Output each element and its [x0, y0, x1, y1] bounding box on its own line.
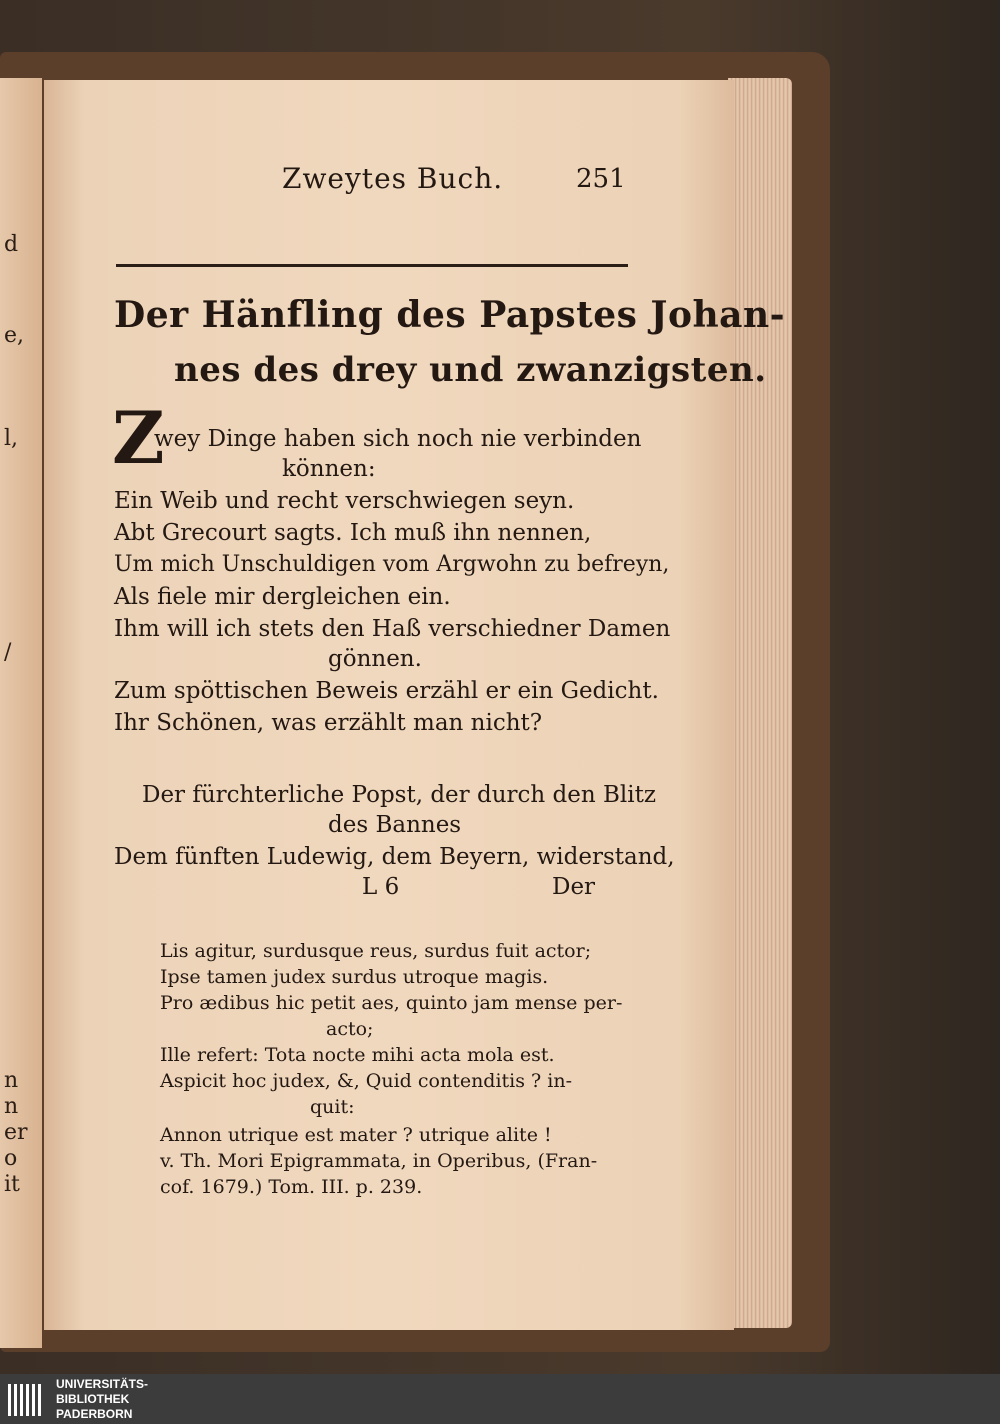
- poem-line: wey Dinge haben sich noch nie verbinden: [154, 426, 642, 452]
- poem-line: können:: [282, 456, 376, 482]
- left-fragment: er: [4, 1120, 28, 1145]
- left-fragment: o: [4, 1146, 18, 1171]
- left-fragment: /: [4, 640, 12, 665]
- footnote-line: Ipse tamen judex surdus utroque magis.: [160, 966, 549, 988]
- drop-cap: Z: [112, 395, 165, 480]
- library-name: [56, 1377, 148, 1422]
- poem-line: Dem fünften Ludewig, dem Beyern, widerstand,: [114, 844, 675, 870]
- poem-line: Der fürchterliche Popst, der durch den Blitz: [142, 782, 656, 808]
- footnote-line: quit:: [310, 1096, 355, 1118]
- left-fragment: it: [4, 1172, 20, 1197]
- library-logo-icon: [6, 1380, 46, 1420]
- header-rule: [116, 264, 628, 267]
- poem-line: des Bannes: [328, 812, 462, 838]
- left-fragment: d: [4, 232, 19, 257]
- library-name-line: BIBLIOTHEK: [56, 1392, 130, 1406]
- poem-line: Ihr Schönen, was erzählt man nicht?: [114, 710, 543, 736]
- left-fragment: l,: [4, 426, 19, 451]
- left-page-edge: [0, 78, 42, 1348]
- left-fragment: n: [4, 1094, 19, 1119]
- page-fore-edge: [728, 78, 792, 1328]
- book-page: [44, 80, 786, 1330]
- library-name-line: PADERBORN: [56, 1407, 133, 1421]
- left-fragment: n: [4, 1068, 19, 1093]
- library-footer: [0, 1374, 1000, 1424]
- chapter-title-line-2: nes des drey und zwanzigsten.: [174, 350, 767, 390]
- library-name-line: UNIVERSITÄTS-: [56, 1377, 149, 1391]
- poem-line: Als fiele mir dergleichen ein.: [114, 584, 451, 610]
- poem-line: Ein Weib und recht verschwiegen seyn.: [114, 488, 575, 514]
- poem-line: Ihm will ich stets den Haß verschiedner Damen: [114, 616, 671, 642]
- page-number: 251: [576, 164, 626, 194]
- footnote-line: Ille refert: Tota nocte mihi acta mola est.: [160, 1044, 555, 1066]
- footnote-line: acto;: [326, 1018, 374, 1040]
- running-title: Zweytes Buch.: [282, 162, 504, 195]
- footnote-line: Lis agitur, surdusque reus, surdus fuit actor;: [160, 940, 592, 962]
- footnote-line: Aspicit hoc judex, &, Quid contenditis ? in-: [160, 1070, 573, 1092]
- footnote-line: Pro ædibus hic petit aes, quinto jam mense per-: [160, 992, 623, 1014]
- signature-mark: L 6: [362, 874, 400, 900]
- footnote-line: v. Th. Mori Epigrammata, in Operibus, (Fran-: [160, 1150, 598, 1172]
- footnote-line: Annon utrique est mater ? utrique alite !: [160, 1124, 552, 1146]
- poem-line: Abt Grecourt sagts. Ich muß ihn nennen,: [114, 520, 592, 546]
- catchword: Der: [552, 874, 596, 900]
- poem-line: gönnen.: [328, 646, 422, 672]
- poem-line: Zum spöttischen Beweis erzähl er ein Gedicht.: [114, 678, 659, 704]
- left-fragment: e,: [4, 323, 25, 348]
- poem-line: Um mich Unschuldigen vom Argwohn zu befreyn,: [114, 552, 670, 577]
- chapter-title-line-1: Der Hänfling des Papstes Johan-: [114, 294, 786, 336]
- footnote-line: cof. 1679.) Tom. III. p. 239.: [160, 1176, 423, 1198]
